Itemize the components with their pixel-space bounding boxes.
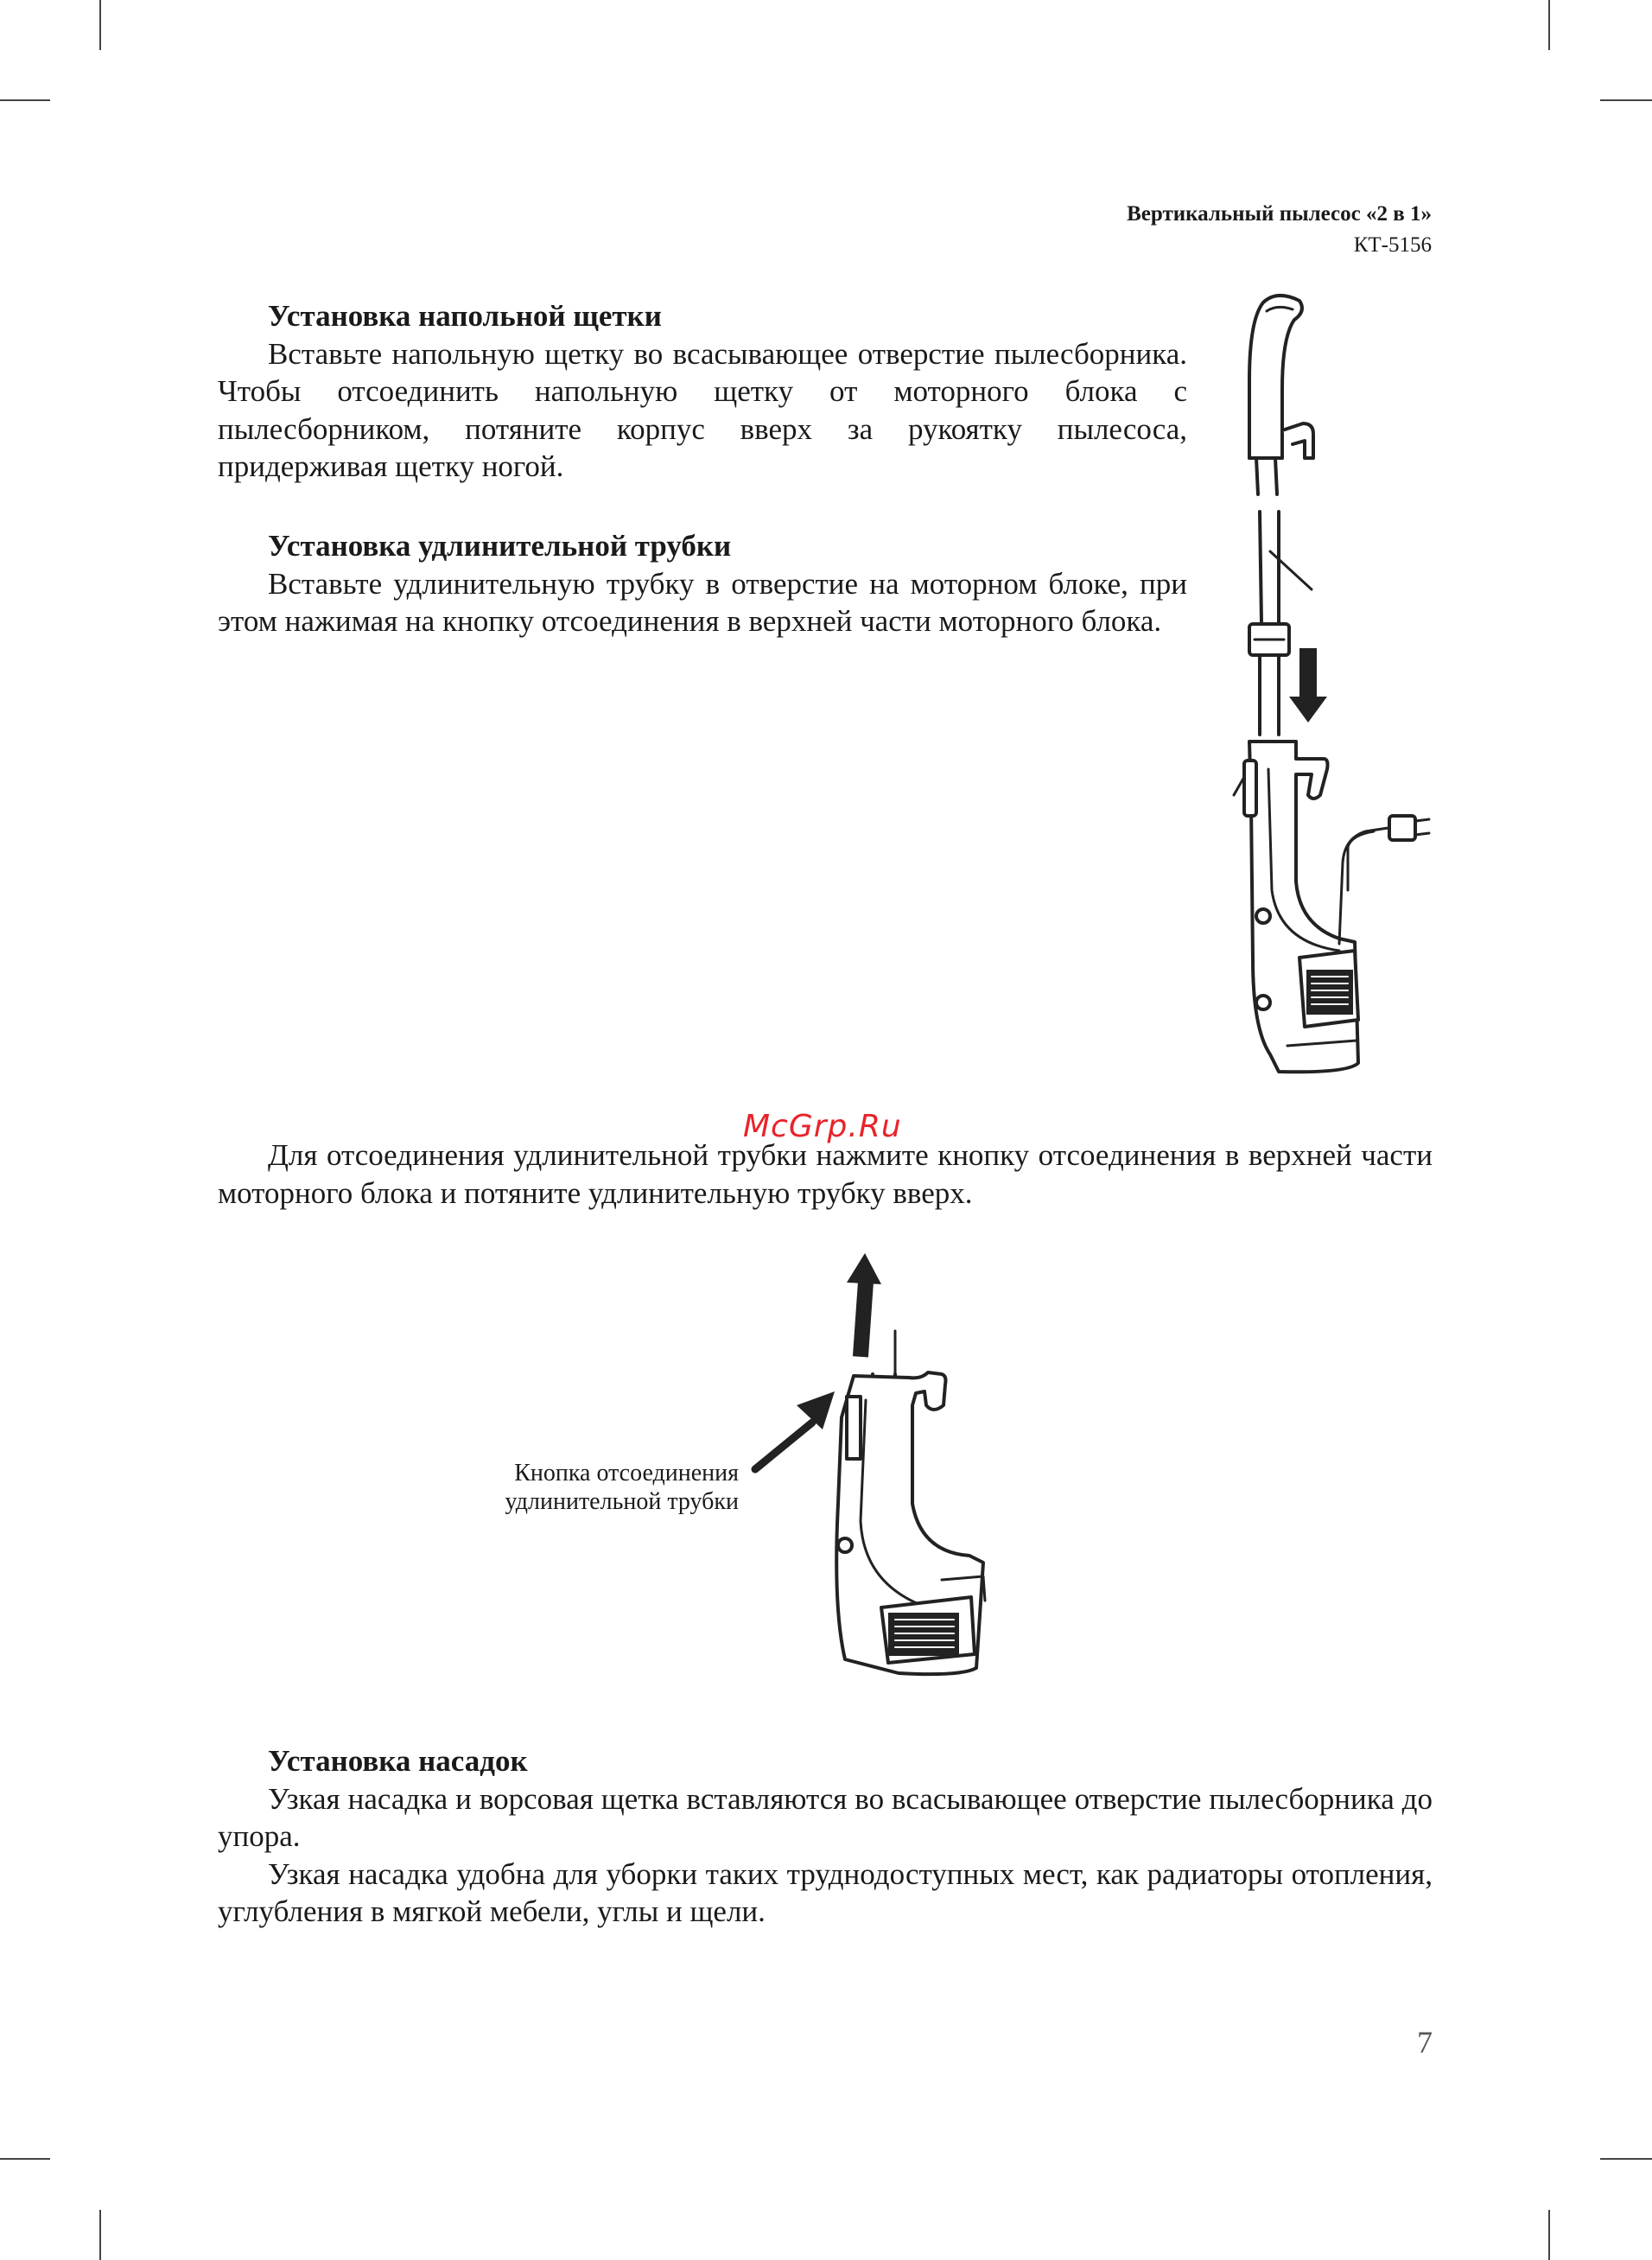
paragraph: Узкая насадка удобна для уборки таких труднодоступных мест, как радиаторы отопления, углубления в мягкой мебели, углы и щели. bbox=[218, 1856, 1433, 1928]
paragraph: Вставьте напольную щетку во всасывающее отверстие пылесборника. Чтобы отсоединить напольную щетку от моторного блока с пылесборником, потяните корпус вверх за рукоятку пылесоса, придерживая щетку ногой. bbox=[218, 336, 1187, 483]
paragraph: Для отсоединения удлинительной трубки нажмите кнопку отсоединения в верхней части моторного блока и потяните удлинительную трубку вверх. bbox=[218, 1138, 1433, 1210]
callout-line: удлинительной трубки bbox=[505, 1488, 739, 1515]
header-title: Вертикальный пылесос «2 в 1» bbox=[1127, 202, 1432, 226]
section-heading: Установка насадок bbox=[268, 1744, 528, 1778]
crop-mark bbox=[1600, 2158, 1652, 2160]
watermark-text: McGrp.Ru bbox=[743, 1109, 902, 1144]
page-number: 7 bbox=[1417, 2025, 1433, 2059]
crop-mark bbox=[99, 0, 101, 50]
section-heading: Установка напольной щетки bbox=[268, 299, 662, 333]
crop-mark bbox=[1548, 0, 1550, 50]
crop-mark bbox=[0, 2158, 50, 2160]
section-extension-tube bbox=[218, 527, 1187, 640]
crop-mark bbox=[0, 99, 50, 101]
crop-mark bbox=[99, 2210, 101, 2260]
vacuum-assembly-figure bbox=[1210, 285, 1469, 1080]
section-detach bbox=[218, 1136, 1433, 1212]
section-heading: Установка удлинительной трубки bbox=[268, 529, 732, 563]
tube-removal-figure bbox=[743, 1245, 1002, 1685]
paragraph: Вставьте удлинительную трубку в отверстие на моторном блоке, при этом нажимая на кнопку отсоединения в верхней части моторного блока. bbox=[218, 566, 1187, 638]
callout-line: Кнопка отсоединения bbox=[514, 1460, 739, 1487]
header-model: КТ-5156 bbox=[1353, 233, 1432, 257]
figure-callout bbox=[406, 1459, 739, 1516]
section-floor-brush bbox=[218, 297, 1187, 486]
crop-mark bbox=[1600, 99, 1652, 101]
section-attachments bbox=[218, 1742, 1433, 1931]
paragraph: Узкая насадка и ворсовая щетка вставляются во всасывающее отверстие пылесборника до упора. bbox=[218, 1781, 1433, 1853]
crop-mark bbox=[1548, 2210, 1550, 2260]
